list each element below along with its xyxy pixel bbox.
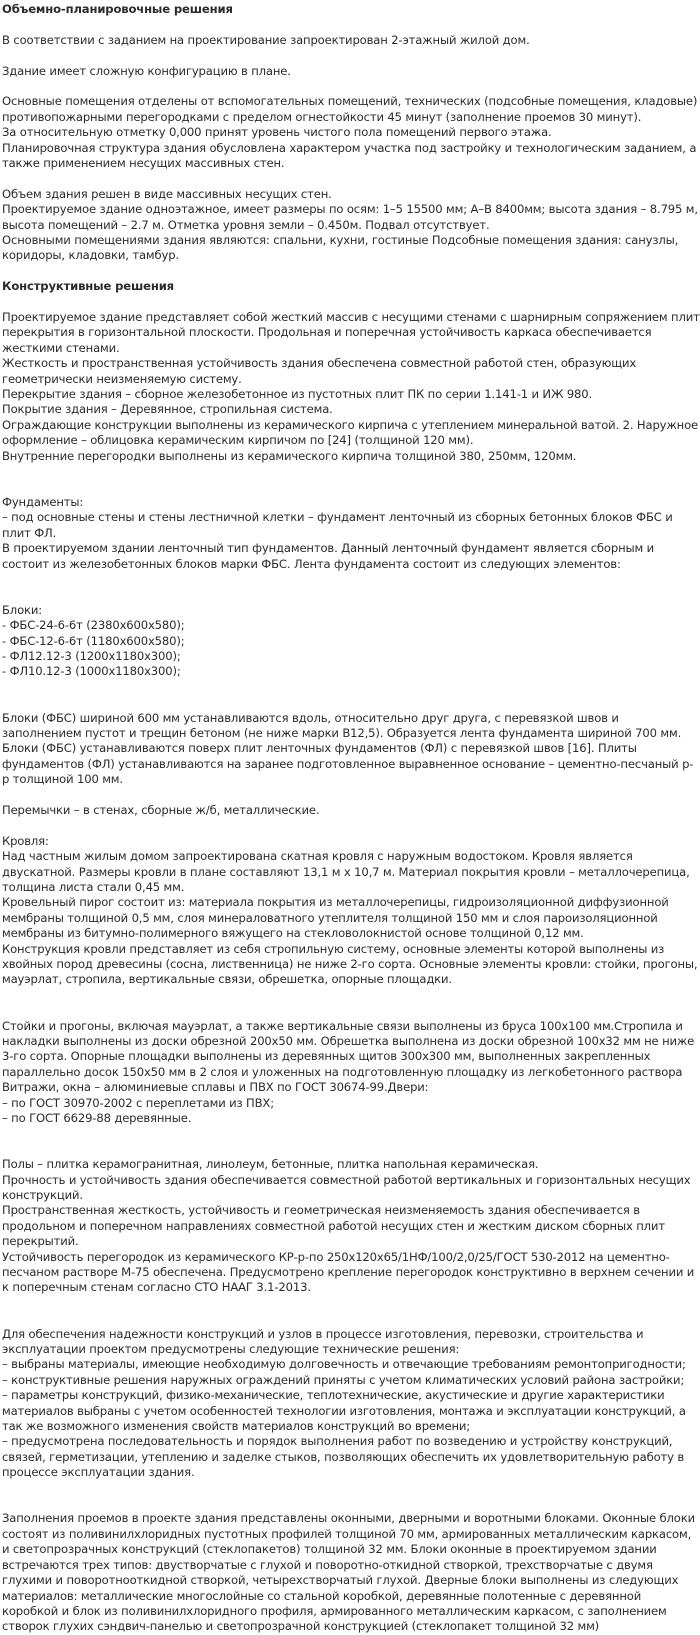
blank-line — [2, 264, 700, 279]
text-line: - ФБС-24-6-6т (2380х600х580); — [2, 618, 185, 633]
blank-line — [2, 587, 700, 602]
blank-line — [2, 988, 700, 1003]
text-line: Для обеспечения надежности конструкций и узлов в процессе изготовления, перевозки, строительства и эксплуатации проектом предусмотрены следующие технические решения: — [2, 1326, 644, 1357]
blank-line — [2, 572, 700, 587]
text-line: Перемычки – в стенах, сборные ж/б, металлические. — [2, 802, 320, 817]
paragraph — [2, 1327, 700, 1481]
text-line: За относительную отметку 0,000 принят уровень чистого пола помещений первого этажа. — [2, 125, 552, 140]
text-line: Жесткость и пространственная устойчивость здания обеспечена совместной работой стен, образующих геометрически неизменяемую систему. — [2, 356, 637, 386]
paragraph — [2, 711, 700, 788]
text-line: Основные помещения отделены от вспомогательных помещений, технических (подсобные помещения, кладовые) противопожарными перегородками с пределом огнестойкости 45 минут (заполнение проемов 30 минут). — [2, 94, 698, 124]
blank-line — [2, 1126, 700, 1141]
text-line: В соответствии с заданием на проектирование запроектирован 2-этажный жилой дом. — [2, 32, 530, 47]
paragraph — [2, 1511, 700, 1634]
blank-line — [2, 295, 700, 310]
text-line: – выбраны материалы, имеющие необходимую долговечность и отвечающие требованиям ремонтопригодности; — [2, 1357, 686, 1372]
text-line: Здание имеет сложную конфигурацию в плане. — [2, 63, 291, 78]
text-line: Пространственная жесткость, устойчивость и геометрическая неизменяемость здания обеспечивается в продольном и поперечном направлениях совместной работой несущих стен и жестким диском сборных плит перекрытий. — [2, 1203, 665, 1249]
text-line: Витражи, окна – алюминиевые сплавы и ПВХ по ГОСТ 30674-99.Двери: — [2, 1080, 429, 1095]
blank-line — [2, 48, 700, 63]
paragraph — [2, 1019, 700, 1127]
paragraph — [2, 1157, 700, 1296]
paragraph — [2, 310, 700, 464]
text-line: Ограждающие конструкции выполнены из керамического кирпича с утеплением минеральной ватой. 2. Наружное оформление – облицовка керамическим кирпичом по [24] (толщиной 120 мм). — [2, 417, 699, 448]
text-line: - ФЛ12.12-3 (1200х1180х300); — [2, 648, 181, 663]
text-line: Кровельный пирог состоит из: материала покрытия из металлочерепицы, гидроизоляционной диффузионной мембраны толщиной 0,5 мм, слоя минераловатного утеплителя толщиной 150 мм и слоя пароизоляционной мембраны из битумно-полимерного вяжущего на стекловолокнистой основе толщиной 0,12 мм. — [2, 895, 669, 941]
text-line: В проектируемом здании ленточный тип фундаментов. Данный ленточный фундамент является сборным и состоит из железобетонных блоков марки ФБС. Лента фундамента состоит из следующих элементов: — [2, 541, 655, 571]
text-line: Проектируемое здание одноэтажное, имеет размеры по осям: 1–5 15500 мм; А–В 8400мм; высота здания – 8.795 м, высота помещений – 2.7 м. Отметка уровня земли – 0.450м. Подвал отсутствует. — [2, 202, 698, 232]
text-line: Над частным жилым домом запроектирована скатная кровля с наружным водостоком. Кровля является двускатной. Размеры кровли в плане составляют 13,1 м х 10,7 м. Материал покрытия кровли – металлочерепица, толщина листа стали 0,45 мм. — [2, 849, 690, 894]
text-line: Кровля: — [2, 833, 49, 848]
text-line: - ФБС-12-6-6т (1180х600х580); — [2, 633, 185, 648]
paragraph — [2, 803, 700, 818]
blank-line — [2, 79, 700, 94]
paragraph — [2, 33, 700, 48]
blank-line — [2, 788, 700, 803]
paragraph — [2, 495, 700, 572]
section-heading: Объемно-планировочные решения — [2, 2, 233, 16]
text-line: Заполнения проемов в проекте здания представлены оконными, дверными и воротными блоками. Оконные блоки состоят из поливинилхлоридных пустотных профилей толщиной 70 мм, армированных металлическим каркасом, и светопрозрачных конструкций (стеклопакетов) толщиной 32 мм. Блоки оконные в проектируемом здании встречаются трех типов: двустворчатые с глухой и поворотно-откидной створкой, трехстворчатые с двумя глухими и поворотнооткидной створкой, четырехстворчатый глухой. Дверные блоки выполнены из следующих материалов: металлические многослойные со стальной коробкой, деревянные полотенные с деревянной коробкой и блок из поливинилхлоридного профиля, армированного металлическим каркасом, с заполнением створок глухих сэндвич-панелью и светопрозрачной конструкцией (стеклопакет толщиной 32 мм) — [2, 1511, 695, 1634]
blank-line — [2, 818, 700, 833]
blank-line — [2, 1481, 700, 1496]
blank-line — [2, 171, 700, 186]
text-line: Перекрытие здания – сборное железобетонное из пустотных плит ПК по серии 1.141-1 и ИЖ 980. — [2, 387, 593, 402]
text-line: – по ГОСТ 6629-88 деревянные. — [2, 1111, 192, 1125]
text-line: Внутренние перегородки выполнены из керамического кирпича толщиной 380, 250мм, 120мм. — [2, 448, 577, 463]
text-line: – параметры конструкций, физико-механические, теплотехнические, акустические и другие характеристики материалов выбраны с учетом особенностей технологии изготовления, монтажа и эксплуатации конструкций, а так же возможного изменения свойств материалов конструкций во времени; — [2, 1388, 686, 1434]
blank-line — [2, 1496, 700, 1511]
paragraph — [2, 64, 700, 79]
text-line: – по ГОСТ 30970-2002 с переплетами из ПВХ; — [2, 1095, 274, 1110]
text-line: Стойки и прогоны, включая мауэрлат, а также вертикальные связи выполнены из бруса 100х100 мм.Стропила и накладки выполнены из доски обрезной 200х50 мм. Обрешетка выполнена из доски обрезной 100х32 мм не ниже 3-го сорта. Опорные площадки выполнены из деревянных щитов 300х300 мм, выполненных закрепленных параллельно досок 150х50 мм в 2 слоя и уложенных на подготовленную площадку из легкобетонного раствора — [2, 1018, 695, 1079]
text-line: – предусмотрена последовательность и порядок выполнения работ по возведению и устройству конструкций, связей, герметизации, утеплению и заделке стыков, позволяющих обеспечить их удовлетворительную работу в процессе эксплуатации здания. — [2, 1434, 685, 1480]
text-line: - ФЛ10.12-3 (1000х1180х300); — [2, 664, 181, 679]
text-line: Устойчивость перегородок из керамического КР-р-по 250х120х65/1НФ/100/2,0/25/ГОСТ 530-2012 на цементно-песчаном растворе М-75 обеспечена. Предусмотрено крепление перегородок конструктивно в верхнем сечении и к поперечным стенам согласно СТО НААГ 3.1-2013. — [2, 1249, 695, 1295]
blank-line — [2, 1311, 700, 1326]
text-line: Фундаменты: — [2, 494, 84, 509]
paragraph — [2, 187, 700, 264]
text-line: Объем здания решен в виде массивных несущих стен. — [2, 186, 332, 201]
paragraph — [2, 94, 700, 171]
section-heading: Конструктивные решения — [2, 279, 174, 294]
text-line: Конструкция кровли представляет из себя стропильную систему, основные элементы которой выполнены из хвойных пород древесины (сосна, лиственница) не ниже 2-го сорта. Основные элементы кровли: стойки, прогоны, мауэрлат, стропила, вертикальные связи, обрешетка, опорные площадки. — [2, 941, 698, 987]
paragraph — [2, 603, 700, 680]
text-line: Блоки (ФБС) шириной 600 мм устанавливаются вдоль, относительно друг друга, с перевязкой швов и заполнением пустот и трещин бетоном (не ниже марки В12,5). Образуется лента фундамента шириной 700 мм. Блоки (ФБС) устанавливаются поверх плит ленточных фундаментов (ФЛ) с перевязкой швов [16]. Плиты фундаментов (ФЛ) устанавливаются на заранее подготовленное выравненное основание – цементно-песчаный р-р толщиной 100 мм. — [2, 710, 694, 787]
paragraph — [2, 834, 700, 988]
blank-line — [2, 1003, 700, 1018]
text-line: – конструктивные решения наружных ограждений приняты с учетом климатических условий района застройки; — [2, 1372, 685, 1387]
blank-line — [2, 695, 700, 710]
blank-line — [2, 479, 700, 494]
text-line: Проектируемое здание представляет собой жесткий массив с несущими стенами с шарнирным сопряжением плит перекрытия в горизонтальной плоскости. Продольная и поперечная устойчивость каркаса обеспечивается жесткими стенами. — [2, 310, 700, 355]
text-line: Основными помещениями здания являются: спальни, кухни, гостиные Подсобные помещения здания: санузлы, коридоры, кладовки, тамбур. — [2, 233, 679, 263]
text-line: Полы – плитка керамогранитная, линолеум, бетонные, плитка напольная керамическая. — [2, 1157, 539, 1172]
blank-line — [2, 1142, 700, 1157]
text-line: Покрытие здания – Деревянное, стропильная система. — [2, 402, 333, 417]
blank-line — [2, 464, 700, 479]
blank-line — [2, 680, 700, 695]
blank-line — [2, 17, 700, 32]
blank-line — [2, 1296, 700, 1311]
text-line: Прочность и устойчивость здания обеспечивается совместной работой вертикальных и горизонтальных несущих конструкций. — [2, 1172, 691, 1202]
text-line: Планировочная структура здания обусловлена характером участка под застройку и технологическим заданием, а также применением несущих массивных стен. — [2, 140, 697, 171]
text-line: – под основные стены и стены лестничной клетки – фундамент ленточный из сборных бетонных блоков ФБС и плит ФЛ. — [2, 510, 673, 540]
text-line: Блоки: — [2, 602, 43, 617]
